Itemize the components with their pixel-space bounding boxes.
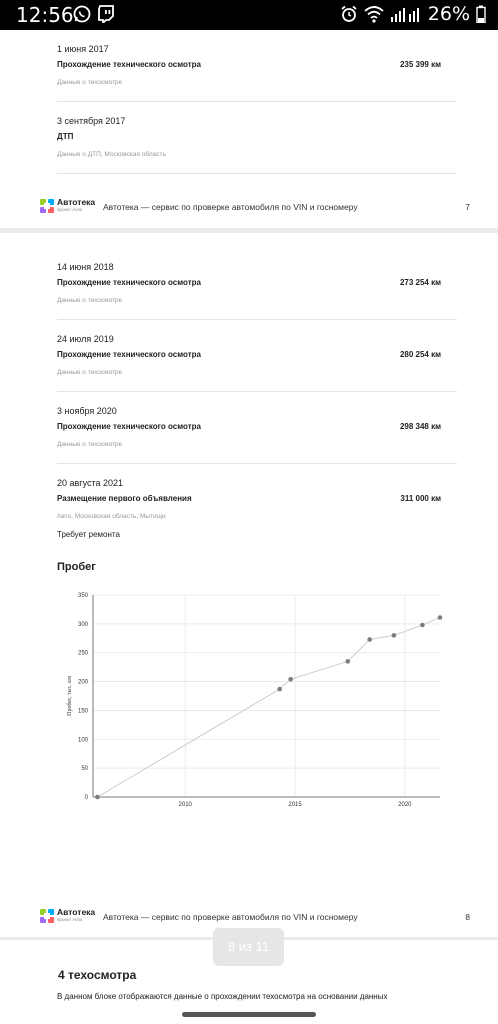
gesture-nav-handle[interactable] <box>182 1012 316 1017</box>
logo-name: Автотека <box>57 907 96 917</box>
chart-data-point <box>345 659 350 664</box>
chart-x-tick-label: 2020 <box>398 802 412 808</box>
logo-subtitle: проект Avito <box>57 917 83 922</box>
avtoteka-logo <box>40 198 95 213</box>
avtoteka-logo <box>40 908 95 923</box>
entry-title: Размещение первого объявления <box>57 494 192 503</box>
chart-y-tick-label: 200 <box>77 679 88 686</box>
chart-data-point <box>95 795 100 800</box>
entry-mileage: 235 399 км <box>399 60 441 69</box>
signal-icon <box>390 5 422 23</box>
chart-data-point <box>420 623 425 628</box>
entry-mileage: 298 348 км <box>399 422 441 431</box>
chart-data-point <box>438 615 443 620</box>
entry-divider <box>57 463 457 464</box>
page-footer <box>0 907 498 927</box>
chart-data-point <box>367 637 372 642</box>
section-description: В данном блоке отображаются данные о прохождении техосмотра на основании данных <box>57 992 388 1001</box>
wifi-icon <box>364 5 384 23</box>
entry-divider <box>57 101 457 102</box>
report-page-8 <box>0 233 498 937</box>
battery-percent: 26% <box>427 3 470 25</box>
entry-title: Прохождение технического осмотра <box>57 422 201 431</box>
page-footer <box>0 197 498 217</box>
avtoteka-logo-icon <box>40 909 54 923</box>
entry-source: Данные о техосмотре <box>57 79 123 86</box>
twitch-icon <box>97 5 115 23</box>
logo-name: Автотека <box>57 197 96 207</box>
chart-y-tick-label: 0 <box>84 795 88 801</box>
entry-mileage: 280 254 км <box>399 350 441 359</box>
entry-title: Прохождение технического осмотра <box>57 350 201 359</box>
needs-repair-note: Требует ремонта <box>57 530 120 539</box>
footer-page-number: 7 <box>465 202 470 212</box>
footer-description: Автотека — сервис по проверке автомобиля по VIN и госномеру <box>103 202 358 212</box>
entry-source: Данные о техосмотре <box>57 369 123 376</box>
alarm-icon <box>340 5 358 23</box>
battery-icon <box>476 5 486 23</box>
footer-page-number: 8 <box>465 912 470 922</box>
report-page-7 <box>0 30 498 228</box>
entry-mileage: 273 254 км <box>399 278 441 287</box>
entry-date: 1 июня 2017 <box>57 44 109 54</box>
chart-y-tick-label: 50 <box>81 766 88 773</box>
chart-data-point <box>392 633 397 638</box>
entry-date: 14 июня 2018 <box>57 262 114 272</box>
chart-y-tick-label: 100 <box>77 737 88 744</box>
chart-y-tick-label: 250 <box>77 650 88 657</box>
whatsapp-icon <box>73 5 91 23</box>
entry-divider <box>57 173 457 174</box>
footer-description: Автотека — сервис по проверке автомобиля по VIN и госномеру <box>103 912 358 922</box>
entry-divider <box>57 391 457 392</box>
entry-source: Данные о ДТП, Московская область <box>57 151 166 158</box>
avtoteka-logo-icon <box>40 199 54 213</box>
entry-date: 3 сентября 2017 <box>57 116 126 126</box>
chart-data-point <box>288 677 293 682</box>
mileage-chart <box>60 588 450 823</box>
chart-y-tick-label: 300 <box>77 621 88 628</box>
entry-date: 20 августа 2021 <box>57 478 124 488</box>
entry-date: 24 июля 2019 <box>57 334 114 344</box>
chart-y-tick-label: 150 <box>77 708 88 715</box>
section-title: 4 техосмотра <box>58 968 137 982</box>
chart-data-point <box>277 687 282 692</box>
entry-title: ДТП <box>57 132 74 141</box>
entry-divider <box>57 319 457 320</box>
chart-y-axis-label: Пробег, тыс. км <box>67 676 73 716</box>
status-bar <box>0 0 498 30</box>
entry-title: Прохождение технического осмотра <box>57 278 201 287</box>
chart-series-line <box>97 618 440 797</box>
mileage-chart-svg <box>60 588 450 818</box>
entry-title: Прохождение технического осмотра <box>57 60 201 69</box>
entry-source: Авто, Московская область, Мытищи <box>57 513 166 520</box>
entry-source: Данные о техосмотре <box>57 441 123 448</box>
chart-x-tick-label: 2010 <box>178 802 192 808</box>
logo-subtitle: проект Avito <box>57 207 83 212</box>
page-counter: 8 из 11 <box>213 928 284 966</box>
entry-mileage: 311 000 км <box>400 494 441 503</box>
chart-title: Пробег <box>57 561 96 573</box>
status-time: 12:56 <box>16 3 74 27</box>
chart-y-tick-label: 350 <box>77 593 88 599</box>
entry-source: Данные о техосмотре <box>57 297 123 304</box>
entry-date: 3 ноября 2020 <box>57 406 117 416</box>
chart-x-tick-label: 2015 <box>288 802 302 808</box>
